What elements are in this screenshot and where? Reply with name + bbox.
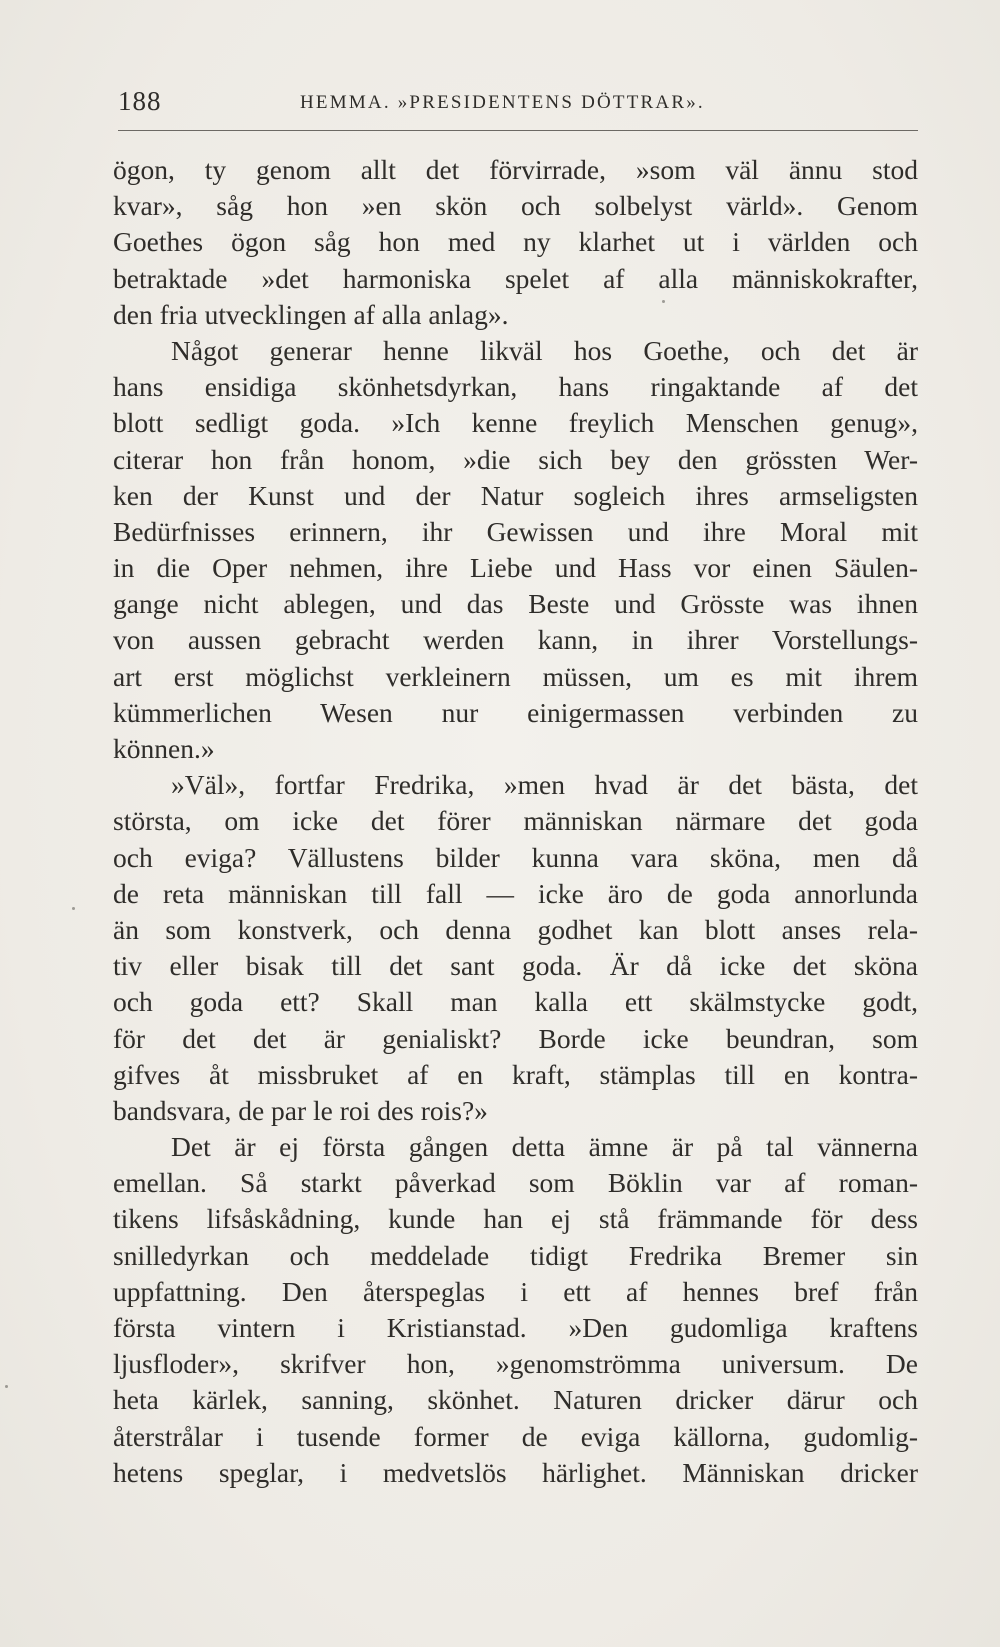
text-line: ljusfloder», skrifver hon, »genomströmma universum. De [113,1348,918,1380]
text-line: hetens speglar, i medvetslös härlighet. Människan dricker [113,1456,918,1488]
text-line: den fria utvecklingen af alla anlag». [113,298,509,330]
text-line: »Väl», fortfar Fredrika, »men hvad är det bästa, det [171,769,918,801]
text-line: största, om icke det förer människan närmare det goda [113,805,918,837]
text-line: ken der Kunst und der Natur sogleich ihres armseligsten [113,479,918,511]
text-line: tikens lifsåskådning, kunde han ej stå främmande för dess [113,1203,918,1235]
text-line: tiv eller bisak till det sant goda. Är då icke det sköna [113,950,918,982]
text-line: betraktade »det harmoniska spelet af alla människokrafter, [113,262,918,294]
text-line: bandsvara, de par le roi des rois?» [113,1094,488,1126]
text-line: gifves åt missbruket af en kraft, stämplas till en kontra- [113,1058,918,1090]
text-line: återstrålar i tusende former de eviga källorna, gudomlig- [113,1420,918,1452]
text-line: gange nicht ablegen, und das Beste und Grösste was ihnen [113,588,918,620]
text-line: in die Oper nehmen, ihre Liebe und Hass vor einen Säulen- [113,552,918,584]
text-line: för det det är genialiskt? Borde icke beundran, som [113,1022,918,1054]
text-line: kvar», såg hon »en skön och solbelyst värld». Genom [113,190,918,222]
text-line: och eviga? Vällustens bilder kunna vara sköna, men då [113,841,918,873]
text-line: heta kärlek, sanning, skönhet. Naturen dricker därur och [113,1384,918,1416]
text-line: och goda ett? Skall man kalla ett skälmstycke godt, [113,986,918,1018]
text-line: hans ensidiga skönhetsdyrkan, hans ringaktande af det [113,371,918,403]
text-line: von aussen gebracht werden kann, in ihrer Vorstellungs- [113,624,918,656]
text-line: können.» [113,733,215,764]
text-line: första vintern i Kristianstad. »Den gudomliga kraftens [113,1312,918,1343]
text-line: kümmerlichen Wesen nur einigermassen verbinden zu [113,696,918,728]
text-line: Bedürfnisses erinnern, ihr Gewissen und ihre Moral mit [113,515,918,547]
text-line: Goethes ögon såg hon med ny klarhet ut i världen och [113,226,918,258]
text-line: snilledyrkan och meddelade tidigt Fredrika Bremer sin [113,1239,918,1271]
text-line: Något generar henne likväl hos Goethe, och det är [171,334,918,366]
paper-speck [662,300,665,303]
text-line: ögon, ty genom allt det förvirrade, »som väl ännu stod [113,154,918,185]
running-head [118,86,918,118]
paper-speck [5,1385,8,1388]
header-rule [118,130,918,131]
text-line: citerar hon från honom, »die sich bey den grössten Wer- [113,443,918,475]
text-line: blott sedligt goda. »Ich kenne freylich Menschen genug», [113,407,918,439]
running-title: HEMMA. »PRESIDENTENS DÖTTRAR». [300,92,705,113]
text-line: emellan. Så starkt påverkad som Böklin var af roman- [113,1167,918,1199]
text-line: Det är ej första gången detta ämne är på tal vännerna [171,1131,918,1163]
paper-speck [72,907,75,910]
page-number: 188 [118,86,162,116]
text-line: än som konstverk, och denna godhet kan blott anses rela- [113,913,918,945]
text-line: art erst möglichst verkleinern müssen, um es mit ihrem [113,660,918,692]
text-line: de reta människan till fall — icke äro de goda annorlunda [113,877,918,909]
text-line: uppfattning. Den återspeglas i ett af hennes bref från [113,1275,918,1307]
body-text [113,152,918,1491]
